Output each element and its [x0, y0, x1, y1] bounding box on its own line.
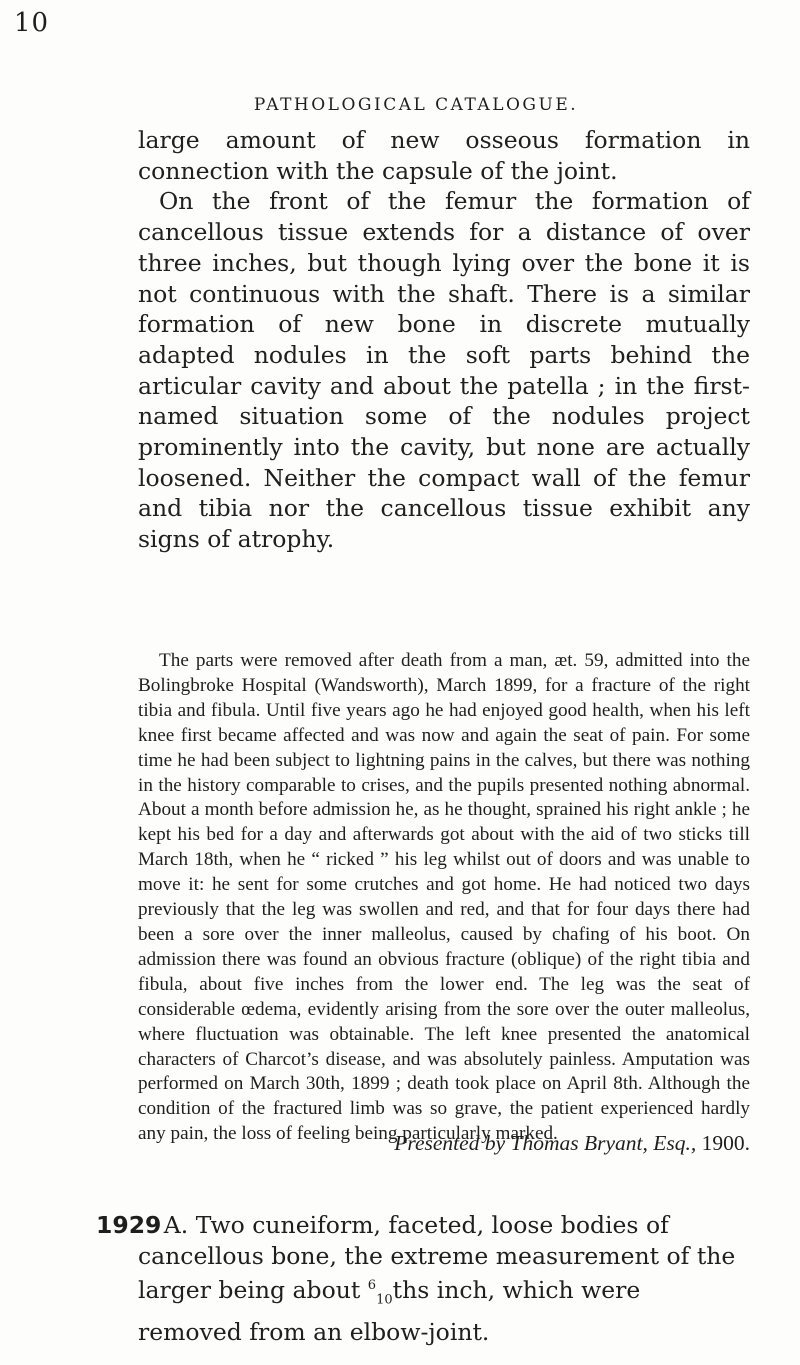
- presented-by-text: Presented by Thomas Bryant, Esq.,: [394, 1131, 697, 1155]
- case-history-paragraph: The parts were removed after death from a man, æt. 59, admitted into the Bolingbroke Hospital (Wandsworth), March 1899, for a fracture of the right tibia and fibula. Until five years ago he had enjoyed good health, when his left knee first became affected and was now and again the seat of pain. For some time he had been subject to lightning pains in the calves, but there was nothing in the history comparable to crises, and the pupils presented nothing abnormal. About a month before admission he, as he thought, sprained his right ankle ; he kept his bed for a day and afterwards got about with the aid of two sticks till March 18th, when he “ ricked ” his leg whilst out of doors and was unable to move it: he sent for some crutches and got home. He had noticed two days previously that the leg was swollen and red, and that for four days there had been a sore over the inner malleolus, caused by chafing of his boot. On admission there was found an obvious fracture (oblique) of the right tibia and fibula, about five inches from the lower end. The leg was the seat of considerable œdema, evidently arising from the sore over the outer malleolus, where fluctuation was obtainable. The left knee presented the anatomical characters of Charcot’s disease, and was absolutely painless. Amputation was performed on March 30th, 1899 ; death took place on April 8th. Although the condition of the fractured limb was so grave, the patient experienced hardly any pain, the loss of feeling being particularly marked.: [138, 650, 750, 1145]
- fraction-numerator: 6: [367, 1278, 377, 1294]
- entry-paragraph: [96, 1210, 750, 1347]
- entry-text-after: ths inch, which were removed from an elbow-joint.: [138, 1276, 641, 1346]
- presented-year: 1900.: [701, 1131, 750, 1155]
- presented-by: [394, 1131, 750, 1156]
- catalogue-entry-1929a: [96, 1210, 750, 1347]
- description-paragraph-1: large amount of new osseous formation in connection with the capsule of the joint.: [138, 126, 750, 185]
- entry-number: 1929: [96, 1211, 162, 1239]
- fraction-denominator: 10: [376, 1292, 393, 1308]
- description-paragraph-2: On the front of the femur the formation of cancellous tissue extends for a distance of over three inches, but though lying over the bone it is not continuous with the shaft. There is a similar formation of new bone in discrete mutually adapted nodules in the soft parts behind the articular cavity and about the patella ; in the first-named situation some of the nodules project prominently into the cavity, but none are actually loosened. Neither the compact wall of the femur and tibia nor the cancellous tissue exhibit any signs of atrophy.: [138, 187, 750, 554]
- running-header: PATHOLOGICAL CATALOGUE.: [253, 95, 579, 115]
- entry-text-before: Two cuneiform, faceted, loose bodies of cancellous bone, the extreme measurement of the larger being about: [138, 1211, 736, 1305]
- specimen-description: [138, 125, 750, 555]
- page-number: 10: [14, 8, 50, 38]
- entry-suffix: A.: [163, 1211, 189, 1239]
- case-history: [138, 649, 750, 1147]
